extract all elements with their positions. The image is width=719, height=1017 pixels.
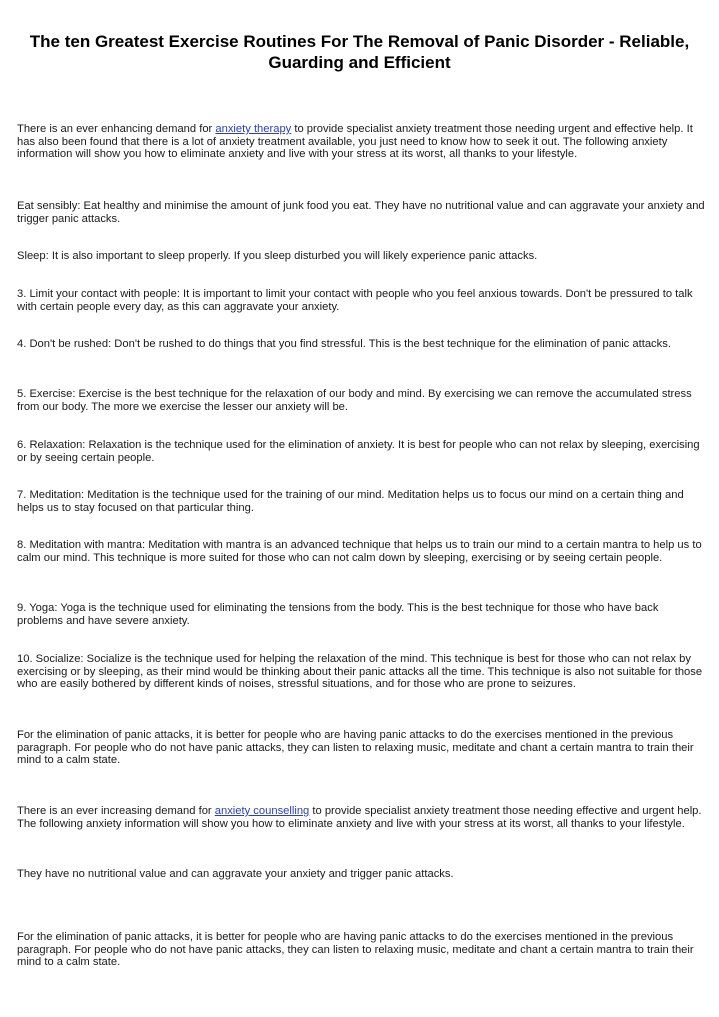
paragraph-yoga: 9. Yoga: Yoga is the technique used for eliminating the tensions from the body. This is the best technique for those who have back problems and have severe anxiety.	[17, 602, 659, 627]
paragraph-sleep: Sleep: It is also important to sleep properly. If you sleep disturbed you will likely experience panic attacks.	[17, 250, 538, 262]
paragraph-eat-sensibly: Eat sensibly: Eat healthy and minimise the amount of junk food you eat. They have no nutritional value and can aggravate your anxiety and trigger panic attacks.	[17, 200, 705, 225]
paragraph-elimination-2: For the elimination of panic attacks, it is better for people who are having panic attacks to do the exercises mentioned in the previous paragraph. For people who do not have panic attacks, they can listen to relaxing music, meditate and chant a certain mantra to train their mind to a calm state.	[17, 931, 694, 969]
paragraph-meditation: 7. Meditation: Meditation is the technique used for the training of our mind. Meditation helps us to focus our mind on a certain thing and helps us to stay focused on that particular thing.	[17, 489, 684, 514]
paragraph-demand-2	[17, 805, 707, 830]
paragraph-socialize: 10. Socialize: Socialize is the technique used for helping the relaxation of the mind. This technique is best for those who can not relax by exercising or by sleeping, as their mind would be thinking about their panic attacks all the time. This technique is also not suitable for those who are easily bothered by different kinds of noises, stressful situations, and for those who are prone to seizures.	[17, 653, 703, 691]
document-title: The ten Greatest Exercise Routines For The Removal of Panic Disorder - Reliable, Guarding and Efficient	[29, 32, 690, 72]
demand2-text-after: to provide specialist anxiety treatment those needing effective and urgent help. The following anxiety information will show you how to eliminate anxiety and live with your stress at its worst, all thanks to your lifestyle.	[17, 805, 702, 830]
paragraph-dont-be-rushed: 4. Don't be rushed: Don't be rushed to do things that you find stressful. This is the best technique for the elimination of panic attacks.	[17, 338, 671, 350]
paragraph-intro	[17, 123, 707, 161]
anxiety-therapy-link[interactable]: anxiety therapy	[215, 123, 292, 135]
paragraph-relaxation: 6. Relaxation: Relaxation is the technique used for the elimination of anxiety. It is best for people who can not relax by sleeping, exercising or by seeing certain people.	[17, 439, 700, 464]
demand2-text-before: There is an ever increasing demand for	[17, 805, 215, 817]
paragraph-exercise: 5. Exercise: Exercise is the best technique for the relaxation of our body and mind. By exercising we can remove the accumulated stress from our body. The more we exercise the lesser our anxiety will be.	[17, 388, 692, 413]
anxiety-counselling-link[interactable]: anxiety counselling	[214, 805, 310, 817]
paragraph-limit-contact: 3. Limit your contact with people: It is important to limit your contact with people who you feel anxious towards. Don't be pressured to talk with certain people every day, as this can aggravate your anxiety.	[17, 288, 693, 313]
paragraph-nutrition: They have no nutritional value and can aggravate your anxiety and trigger panic attacks.	[17, 868, 454, 880]
paragraph-meditation-mantra: 8. Meditation with mantra: Meditation with mantra is an advanced technique that helps us to train our mind to a certain mantra to help us to calm our mind. This technique is more suited for those who can not calm down by sleeping, exercising or by seeing certain people.	[17, 539, 702, 564]
intro-text-before: There is an ever enhancing demand for	[17, 123, 216, 135]
paragraph-elimination-1: For the elimination of panic attacks, it is better for people who are having panic attacks to do the exercises mentioned in the previous paragraph. For people who do not have panic attacks, they can listen to relaxing music, meditate and chant a certain mantra to train their mind to a calm state.	[17, 729, 694, 767]
intro-text-after: to provide specialist anxiety treatment those needing urgent and effective help. It has also been found that there is a lot of anxiety treatment available, you just need to know how to seek it out. The following anxiety information will show you how to eliminate anxiety and live with your stress at its worst, all thanks to your lifestyle.	[17, 123, 693, 161]
